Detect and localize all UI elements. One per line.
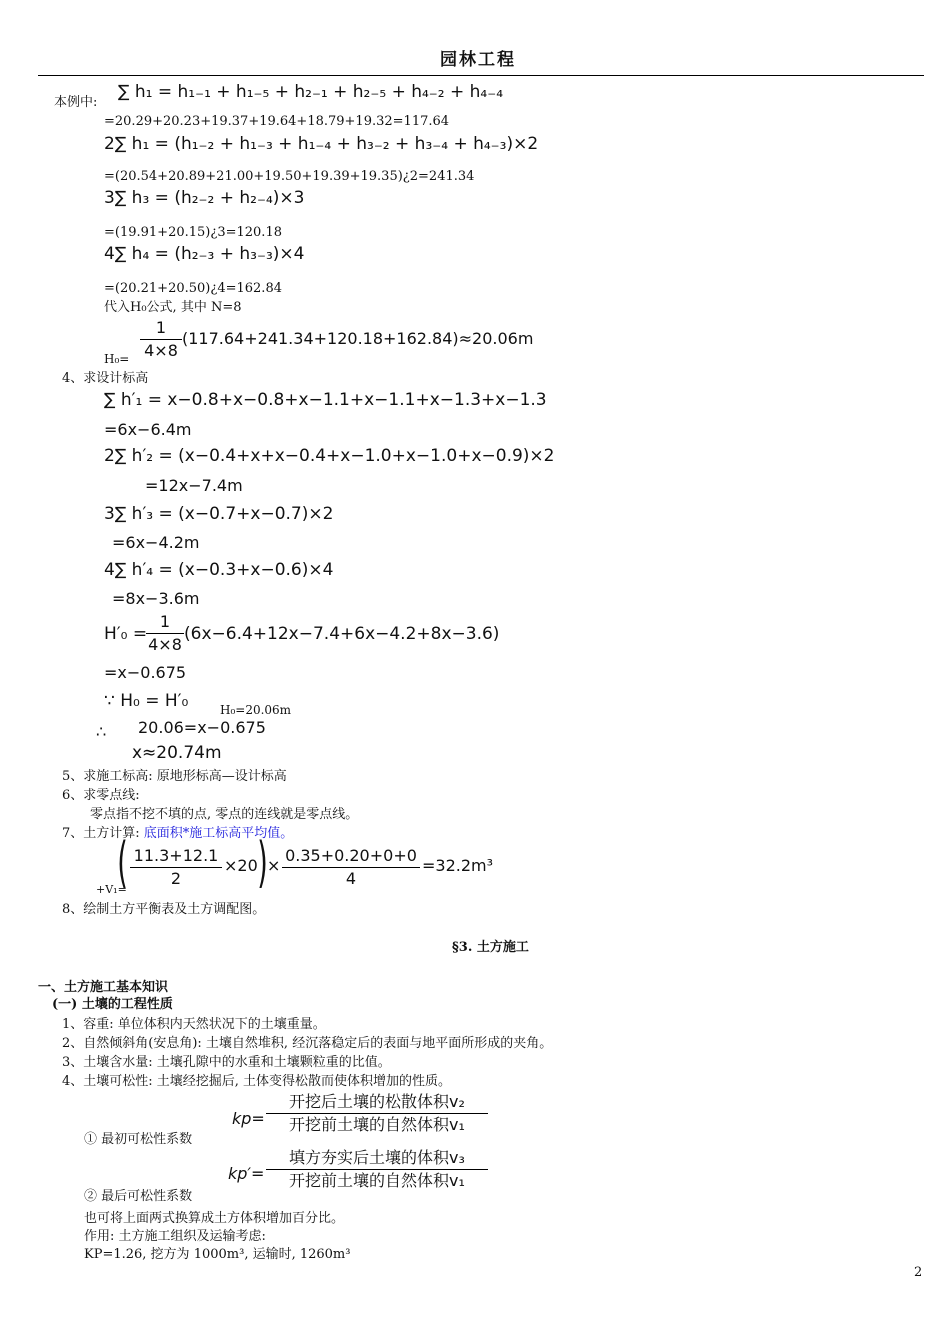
step6: 6、求零点线:	[62, 788, 140, 803]
h0-prime-expression: (6x−6.4+12x−7.4+6x−4.2+8x−3.6)	[184, 624, 500, 644]
h0-fraction-numerator: 1	[155, 318, 167, 337]
note-percentage: 也可将上面两式换算成土方体积增加百分比。	[84, 1211, 345, 1226]
volume-result: =32.2m³	[422, 856, 494, 875]
h0-prime-numerator: 1	[159, 612, 171, 631]
design-sum-h3: 3∑ h′₃ = (x−0.7+x−0.7)×2	[104, 504, 334, 524]
substitute-note: 代入H₀公式, 其中 N=8	[104, 300, 242, 315]
note-usage: 作用: 土方施工组织及运输考虑:	[84, 1229, 266, 1244]
kp2-denominator: 开挖前土壤的自然体积v₁	[289, 1171, 465, 1190]
h0-fraction-denominator: 4×8	[144, 341, 178, 360]
kp2-numerator: 填方夯实后土壤的体积v₃	[289, 1148, 465, 1167]
volume-fraction-1	[130, 848, 222, 887]
design-sum-h1: ∑ h′₁ = x−0.8+x−0.8+x−1.1+x−1.1+x−1.3+x−1.3	[104, 390, 547, 410]
sum-2h1-equation: 2∑ h₁ = (h₁₋₂ + h₁₋₃ + h₁₋₄ + h₃₋₂ + h₃₋₄ + h₄₋₃)×2	[104, 134, 539, 154]
step7-prefix: 7、土方计算:	[62, 826, 144, 841]
subsection-heading-1: 一、土方施工基本知识	[38, 980, 169, 995]
therefore-equation: 20.06=x−0.675	[138, 718, 266, 737]
subsection-heading-2: (一) 土壤的工程性质	[52, 997, 173, 1012]
sum-h1-equation: ∑ h₁ = h₁₋₁ + h₁₋₅ + h₂₋₁ + h₂₋₅ + h₄₋₂ + h₄₋₄	[118, 82, 504, 102]
volume-label: +V₁=	[96, 883, 127, 896]
x-result: x≈20.74m	[132, 743, 222, 763]
sum-2h1-value: =(20.54+20.89+21.00+19.50+19.39+19.35)¿2=241.34	[104, 169, 475, 184]
volume-left-paren: (	[117, 831, 128, 894]
kp1-denominator: 开挖前土壤的自然体积v₁	[289, 1115, 465, 1134]
step5: 5、求施工标高: 原地形标高—设计标高	[62, 769, 287, 784]
kp1-left: kp=	[232, 1109, 265, 1128]
sum-4h4-value: =(20.21+20.50)¿4=162.84	[104, 281, 282, 296]
sum-3h3-equation: 3∑ h₃ = (h₂₋₂ + h₂₋₄)×3	[104, 188, 305, 208]
h0-fraction	[140, 320, 182, 359]
property-item: 2、自然倾斜角(安息角): 土壤自然堆积, 经沉落稳定后的表面与地平面所形成的夹角。	[62, 1036, 553, 1051]
design-sum-h2: 2∑ h′₂ = (x−0.4+x+x−0.4+x−1.0+x−1.0+x−0.9)×2	[104, 446, 555, 466]
h0-prime-fraction	[146, 614, 184, 653]
kp2-fraction	[266, 1150, 488, 1189]
volume-fraction-2	[282, 848, 420, 887]
design-sum-h1-result: =6x−6.4m	[104, 420, 192, 439]
page-number: 2	[914, 1265, 923, 1280]
property-item: 4、土壤可松性: 土壤经挖掘后, 土体变得松散而使体积增加的性质。	[62, 1074, 452, 1089]
property-item: 3、土壤含水量: 土壤孔隙中的水重和土壤颗粒重的比值。	[62, 1055, 391, 1070]
volume-multiplier: ×20	[224, 856, 258, 875]
step4-heading: 4、求设计标高	[62, 371, 149, 386]
volume-fraction-2-numerator: 0.35+0.20+0+0	[285, 846, 417, 865]
h0-prime-denominator: 4×8	[148, 635, 182, 654]
sum-h1-value: =20.29+20.23+19.37+19.64+18.79+19.32=117.64	[104, 114, 450, 129]
volume-fraction-2-denominator: 4	[345, 869, 357, 888]
sum-3h3-value: =(19.91+20.15)¿3=120.18	[104, 225, 282, 240]
h0-prime-result: =x−0.675	[104, 663, 187, 682]
kp2-left: kp′=	[228, 1164, 265, 1183]
h0-expression: (117.64+241.34+120.18+162.84)≈20.06m	[182, 329, 534, 348]
step6-description: 零点指不挖不填的点, 零点的连线就是零点线。	[90, 807, 359, 822]
since-equation: ∵ H₀ = H′₀	[104, 691, 189, 711]
kp2-label: ② 最后可松性系数	[84, 1189, 193, 1204]
step7-formula-text: 底面积*施工标高平均值。	[143, 826, 294, 841]
volume-fraction-1-numerator: 11.3+12.1	[133, 846, 219, 865]
since-note: H₀=20.06m	[220, 703, 292, 717]
volume-times: ×	[267, 856, 281, 875]
design-sum-h4-result: =8x−3.6m	[112, 589, 200, 608]
design-sum-h3-result: =6x−4.2m	[112, 533, 200, 552]
sum-4h4-equation: 4∑ h₄ = (h₂₋₃ + h₃₋₃)×4	[104, 244, 305, 264]
kp1-fraction	[266, 1094, 488, 1133]
step8: 8、绘制土方平衡表及土方调配图。	[62, 902, 266, 917]
page-header-title: 园林工程	[440, 50, 516, 70]
kp1-numerator: 开挖后土壤的松散体积v₂	[289, 1092, 465, 1111]
header-rule	[38, 75, 924, 76]
note-example: KP=1.26, 挖方为 1000m³, 运输时, 1260m³	[84, 1247, 351, 1262]
h0-prime-left: H′₀ =	[104, 624, 148, 644]
design-sum-h4: 4∑ h′₄ = (x−0.3+x−0.6)×4	[104, 560, 334, 580]
property-item: 1、容重: 单位体积内天然状况下的土壤重量。	[62, 1017, 326, 1032]
example-prefix: 本例中:	[54, 95, 98, 110]
h0-label: H₀=	[104, 352, 130, 366]
design-sum-h2-result: =12x−7.4m	[145, 476, 243, 495]
volume-right-paren: )	[257, 831, 268, 894]
section-heading: §3. 土方施工	[452, 940, 529, 955]
volume-fraction-1-denominator: 2	[170, 869, 182, 888]
therefore-symbol: ∴	[96, 722, 107, 741]
kp1-label: ① 最初可松性系数	[84, 1132, 193, 1147]
